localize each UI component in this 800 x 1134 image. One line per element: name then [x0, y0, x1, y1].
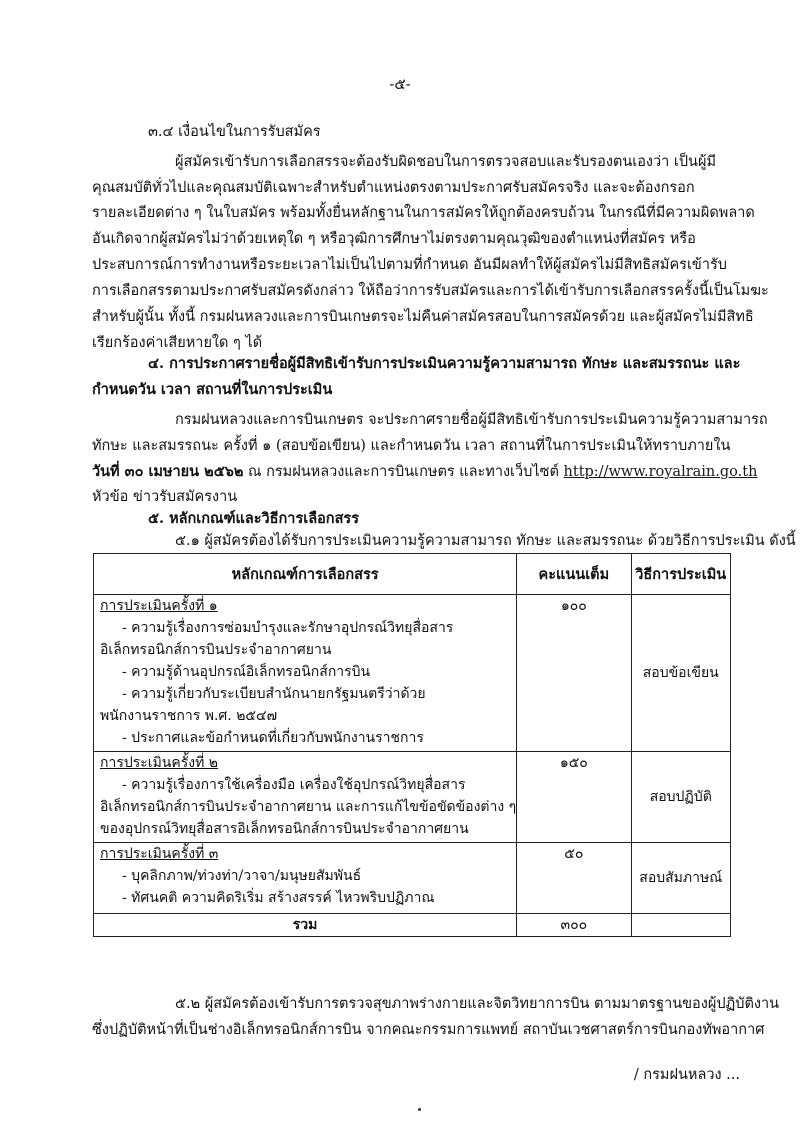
table-row — [94, 843, 731, 914]
criteria-item: อิเล็กทรอนิกส์การบินประจำอากาศยาน — [100, 642, 332, 658]
announcement-date: วันที่ ๓๐ เมษายน ๒๕๖๒ — [92, 463, 244, 480]
section-4-heading: ๔. การประกาศรายชื่อผู้มีสิทธิเข้ารับการประเมินความรู้ความสามารถ ทักษะ และสมรรถนะ และ — [148, 355, 741, 372]
table-row — [94, 752, 731, 843]
section-3-4-line: เรียกร้องค่าเสียหายใด ๆ ได้ — [92, 335, 263, 351]
criteria-item: - ความรู้เรื่องการใช้เครื่องมือ เครื่องใช้อุปกรณ์วิทยุสื่อสาร — [122, 777, 466, 793]
section-4-line: หัวข้อ ข่าวรับสมัครงาน — [92, 489, 238, 505]
assessment-title: การประเมินครั้งที่ ๒ — [100, 755, 218, 771]
section-3-4-line: การเลือกสรรตามประกาศรับสมัครดังกล่าว ให้ถือว่าการรับสมัครและการได้เข้ารับการเลือกสรรครั้งนี้เป็นโมฆะ — [92, 283, 769, 299]
page-mark — [418, 1108, 421, 1111]
total-label: รวม — [94, 914, 517, 937]
criteria-cell — [94, 843, 517, 914]
col-header-score: คะแนนเต็ม — [517, 554, 631, 595]
total-method-empty — [631, 914, 731, 937]
section-3-4-line: อันเกิดจากผู้สมัครไม่ว่าด้วยเหตุใด ๆ หรือวุฒิการศึกษาไม่ตรงตามคุณวุฒิของตำแหน่งที่สมัคร หรือ — [92, 231, 696, 247]
section-4-line-rest: ณ กรมฝนหลวงและการบินเกษตร และทางเว็บไซต์ — [243, 464, 564, 480]
section-3-4-line: สำหรับผู้นั้น ทั้งนี้ กรมฝนหลวงและการบินเกษตรจะไม่คืนค่าสมัครสอบในการสมัครด้วย และผู้สมัครไม่มีสิทธิ — [92, 309, 754, 325]
assessment-title: การประเมินครั้งที่ ๑ — [100, 598, 218, 614]
website-link[interactable]: http://www.royalrain.go.th — [563, 464, 758, 480]
section-4-line: กรมฝนหลวงและการบินเกษตร จะประกาศรายชื่อผู้มีสิทธิเข้ารับการประเมินความรู้ความสามารถ — [175, 412, 768, 428]
criteria-item: - บุคลิกภาพ/ท่วงท่า/วาจา/มนุษยสัมพันธ์ — [122, 868, 362, 884]
section-5-1-text: ๕.๑ ผู้สมัครต้องได้รับการประเมินความรู้ความสามารถ ทักษะ และสมรรถนะ ด้วยวิธีการประเมิน ดังนี้ — [175, 533, 796, 549]
criteria-item: - ความรู้เรื่องการซ่อมบำรุงและรักษาอุปกรณ์วิทยุสื่อสาร — [122, 620, 454, 636]
total-row — [94, 914, 731, 937]
criteria-item: - ความรู้เกี่ยวกับระเบียบสำนักนายกรัฐมนตรีว่าด้วย — [122, 686, 426, 702]
criteria-item: ของอุปกรณ์วิทยุสื่อสารอิเล็กทรอนิกส์การบินประจำอากาศยาน — [100, 821, 469, 837]
criteria-cell — [94, 595, 517, 752]
section-4-line — [92, 461, 757, 483]
section-4-line: ทักษะ และสมรรถนะ ครั้งที่ ๑ (สอบข้อเขียน) และกำหนดวัน เวลา สถานที่ในการประเมินให้ทราบภายใน — [92, 438, 731, 454]
criteria-item: อิเล็กทรอนิกส์การบินประจำอากาศยาน และการแก้ไขข้อขัดข้องต่าง ๆ — [100, 799, 517, 815]
method-cell: สอบข้อเขียน — [631, 595, 731, 752]
section-3-4-heading: ๓.๔ เงื่อนไขในการรับสมัคร — [148, 124, 321, 140]
table-row — [94, 595, 731, 752]
score-cell: ๑๐๐ — [517, 595, 631, 752]
section-4-heading-cont: กำหนดวัน เวลา สถานที่ในการประเมิน — [92, 381, 333, 398]
method-cell: สอบปฏิบัติ — [631, 752, 731, 843]
col-header-method: วิธีการประเมิน — [631, 554, 731, 595]
method-cell: สอบสัมภาษณ์ — [631, 843, 731, 914]
section-3-4-line: ประสบการณ์การทำงานหรือระยะเวลาไม่เป็นไปตามที่กำหนด อันมีผลทำให้ผู้สมัครไม่มีสิทธิสมัครเข้ารับ — [92, 257, 727, 273]
page-number: -๕- — [389, 75, 411, 93]
section-3-4-line: คุณสมบัติทั่วไปและคุณสมบัติเฉพาะสำหรับตำแหน่งตรงตามประกาศรับสมัครจริง และจะต้องกรอก — [92, 180, 695, 196]
score-cell: ๕๐ — [517, 843, 631, 914]
criteria-item: พนักงานราชการ พ.ศ. ๒๕๔๗ — [100, 708, 278, 724]
section-3-4-line: ผู้สมัครเข้ารับการเลือกสรรจะต้องรับผิดชอบในการตรวจสอบและรับรองตนเองว่า เป็นผู้มี — [175, 154, 716, 170]
criteria-item: - ทัศนคติ ความคิดริเริ่ม สร้างสรรค์ ไหวพริบปฏิภาณ — [122, 890, 435, 906]
criteria-item: - ความรู้ด้านอุปกรณ์อิเล็กทรอนิกส์การบิน — [122, 664, 371, 680]
col-header-criteria: หลักเกณฑ์การเลือกสรร — [94, 554, 517, 595]
criteria-cell — [94, 752, 517, 843]
section-3-4-line: รายละเอียดต่าง ๆ ในใบสมัคร พร้อมทั้งยื่นหลักฐานในการสมัครให้ถูกต้องครบถ้วน ในกรณีที่มีความผิดพลาด — [92, 205, 755, 221]
continuation-note: / กรมฝนหลวง ... — [633, 1067, 740, 1083]
total-score: ๓๐๐ — [517, 914, 631, 937]
criteria-item: - ประกาศและข้อกำหนดที่เกี่ยวกับพนักงานราชการ — [122, 730, 424, 746]
table-header-row — [94, 554, 731, 595]
section-5-heading: ๕. หลักเกณฑ์และวิธีการเลือกสรร — [148, 510, 359, 527]
score-cell: ๑๕๐ — [517, 752, 631, 843]
section-5-2-text: ซึ่งปฏิบัติหน้าที่เป็นช่างอิเล็กทรอนิกส์การบิน จากคณะกรรมการแพทย์ สถาบันเวชศาสตร์การบินกองทัพอากาศ — [92, 1022, 765, 1038]
criteria-table — [93, 553, 731, 937]
assessment-title: การประเมินครั้งที่ ๓ — [100, 846, 219, 862]
section-5-2-text: ๕.๒ ผู้สมัครต้องเข้ารับการตรวจสุขภาพร่างกายและจิตวิทยาการบิน ตามมาตรฐานของผู้ปฏิบัติงาน — [175, 996, 780, 1012]
